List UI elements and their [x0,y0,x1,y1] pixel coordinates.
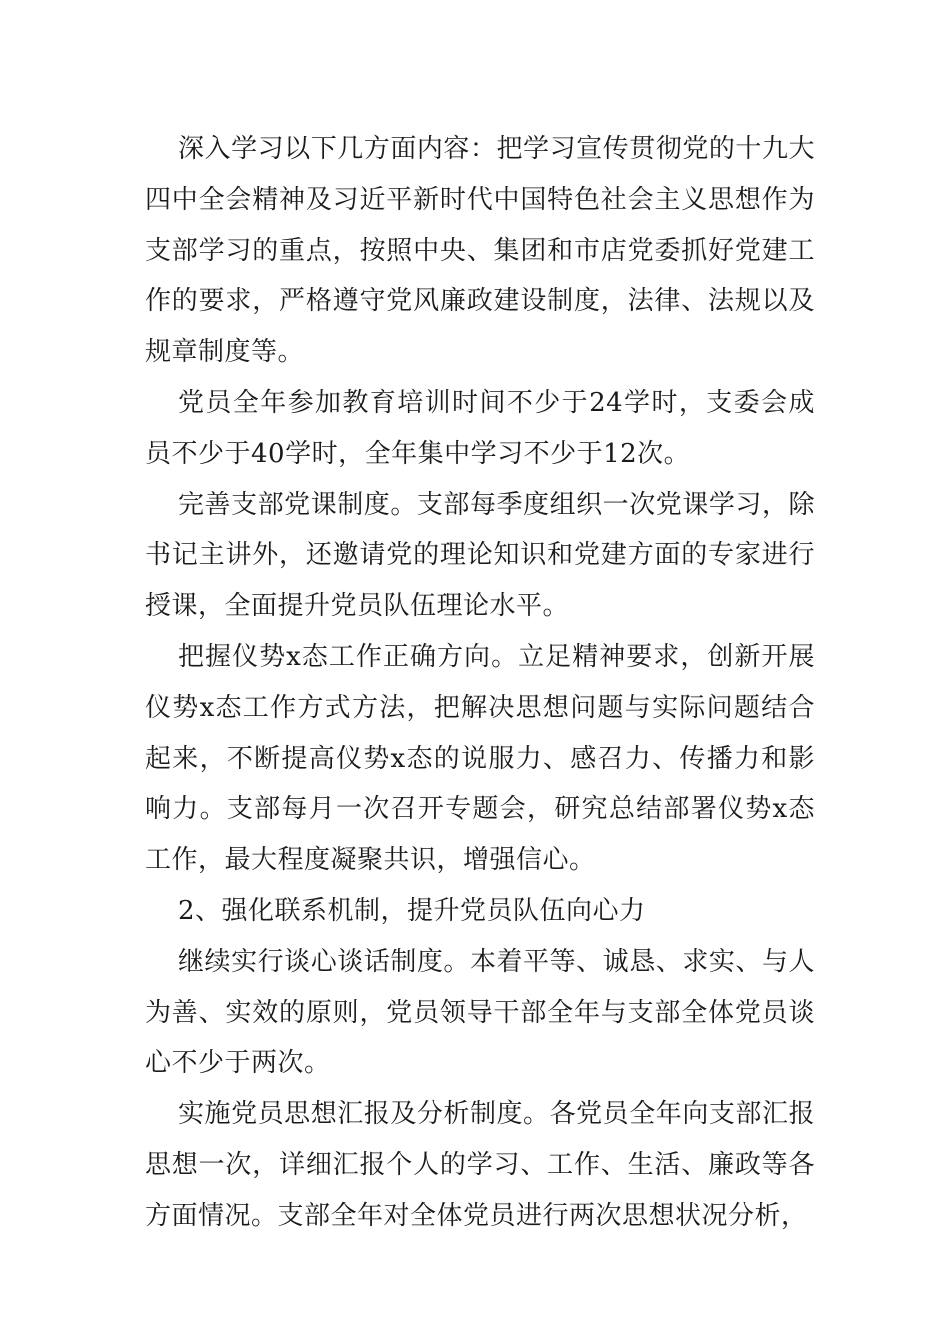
section-heading-liaison: 2、强化联系机制，提升党员队伍向心力 [178,895,646,926]
paragraph-study-content: 深入学习以下几方面内容：把学习宣传贯彻党的十九大四中全会精神及习近平新时代中国特色社会主义思想作为支部学习的重点，按照中央、集团和市店党委抓好党建工作的要求，严格遵守党风廉政建设制度，法律、法规以及规章制度等。 [145,134,815,368]
document-body [145,124,815,1242]
paragraph-party-lesson: 完善支部党课制度。支部每季度组织一次党课学习，除书记主讲外，还邀请党的理论知识和党建方面的专家进行授课，全面提升党员队伍理论水平。 [145,489,815,622]
paragraph-direction: 把握仪势x态工作正确方向。立足精神要求，创新开展仪势x态工作方式方法，把解决思想问题与实际问题结合起来，不断提高仪势x态的说服力、感召力、传播力和影响力。支部每月一次召开专题会，研究总结部署仪势x态工作，最大程度凝聚共识，增强信心。 [145,641,815,876]
paragraph-talk-system: 继续实行谈心谈话制度。本着平等、诚恳、求实、与人为善、实效的原则，党员领导干部全年与支部全体党员谈心不少于两次。 [145,946,815,1079]
paragraph-thought-report: 实施党员思想汇报及分析制度。各党员全年向支部汇报思想一次，详细汇报个人的学习、工作、生活、廉政等各方面情况。支部全年对全体党员进行两次思想状况分析， [145,1099,815,1231]
paragraph-training-hours: 党员全年参加教育培训时间不少于24学时，支委会成员不少于40学时，全年集中学习不少于12次。 [145,387,815,469]
